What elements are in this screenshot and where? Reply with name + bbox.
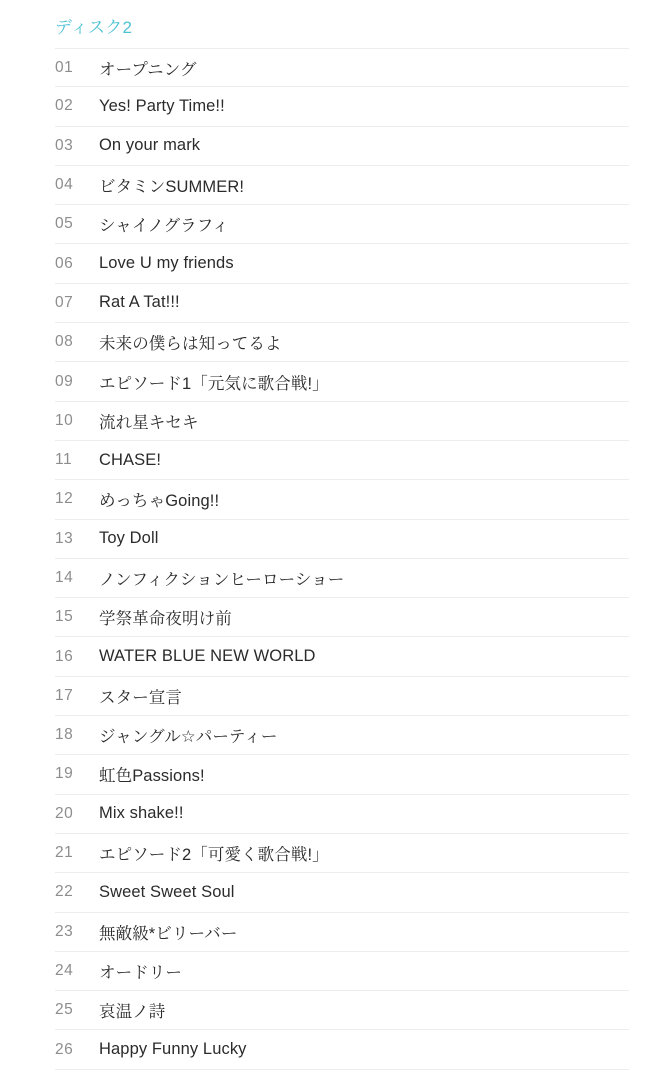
track-title: シャイノグラフィ — [99, 217, 229, 236]
track-title: 虹色Passions! — [99, 767, 205, 786]
track-number: 20 — [55, 804, 74, 822]
track-title: Mix shake!! — [99, 804, 184, 823]
track-title: Love U my friends — [99, 254, 234, 273]
track-number: 01 — [55, 58, 74, 76]
track-title: On your mark — [99, 136, 201, 155]
track-number: 16 — [55, 647, 74, 665]
track-title: CHASE! — [99, 450, 162, 469]
track-row[interactable] — [55, 598, 629, 637]
track-title: エピソード1「元気に歌合戦!」 — [99, 374, 329, 393]
track-number: 08 — [55, 333, 74, 351]
track-row[interactable] — [55, 323, 629, 362]
track-number: 07 — [55, 293, 74, 311]
track-number: 19 — [55, 765, 74, 783]
track-number: 03 — [55, 136, 74, 154]
track-number: 22 — [55, 883, 74, 901]
track-title: Sweet Sweet Soul — [99, 882, 235, 901]
track-number: 09 — [55, 372, 74, 390]
track-row[interactable] — [55, 48, 629, 87]
track-number: 24 — [55, 961, 74, 979]
track-number: 21 — [55, 844, 74, 862]
track-number: 15 — [55, 608, 74, 626]
track-title: ジャングル☆パーティー — [99, 728, 278, 747]
track-title: 流れ星キセキ — [99, 413, 199, 432]
track-number: 26 — [55, 1040, 74, 1058]
track-title: Toy Doll — [99, 529, 159, 548]
track-title: スター宣言 — [99, 688, 182, 707]
track-row[interactable] — [55, 755, 629, 794]
track-title: Yes! Party Time!! — [99, 96, 225, 115]
track-row[interactable] — [55, 87, 629, 126]
track-title: ノンフィクションヒーローショー — [99, 571, 345, 589]
track-number: 10 — [55, 411, 74, 429]
track-title: 学祭革命夜明け前 — [99, 610, 232, 629]
track-title: Happy Funny Lucky — [99, 1040, 247, 1059]
track-number: 25 — [55, 1001, 74, 1019]
track-number: 23 — [55, 922, 74, 940]
track-number: 05 — [55, 215, 74, 233]
track-number: 12 — [55, 490, 74, 508]
track-number: 11 — [55, 451, 73, 469]
track-row[interactable] — [55, 441, 629, 480]
track-row[interactable] — [55, 402, 629, 441]
track-row[interactable] — [55, 520, 629, 559]
track-title: めっちゃGoing!! — [99, 492, 220, 511]
track-number: 14 — [55, 569, 74, 586]
track-title: WATER BLUE NEW WORLD — [99, 647, 316, 666]
track-row[interactable] — [55, 991, 629, 1030]
track-row[interactable] — [55, 873, 629, 912]
track-title: オープニング — [99, 60, 197, 79]
track-row[interactable] — [55, 677, 629, 716]
track-title: Rat A Tat!!! — [99, 293, 180, 312]
track-row[interactable] — [55, 244, 629, 283]
track-number: 06 — [55, 254, 74, 272]
track-list — [0, 48, 659, 1070]
track-row[interactable] — [55, 362, 629, 401]
track-title: エピソード2「可愛く歌合戦!」 — [99, 846, 329, 865]
disc-title: ディスク2 — [55, 18, 133, 37]
track-row[interactable] — [55, 1030, 629, 1069]
track-row[interactable] — [55, 166, 629, 205]
track-title: ビタミンSUMMER! — [99, 178, 245, 197]
track-title: 未来の僕らは知ってるよ — [99, 335, 282, 354]
track-row[interactable] — [55, 637, 629, 676]
track-row[interactable] — [55, 716, 629, 755]
track-row[interactable] — [55, 913, 629, 952]
track-row[interactable] — [55, 795, 629, 834]
track-number: 17 — [55, 686, 74, 704]
track-row[interactable] — [55, 205, 629, 244]
track-title: オードリー — [99, 963, 182, 982]
track-number: 02 — [55, 97, 74, 115]
track-title: 哀温ノ詩 — [99, 1003, 166, 1022]
track-row[interactable] — [55, 559, 629, 598]
track-row[interactable] — [55, 952, 629, 991]
track-number: 04 — [55, 176, 74, 194]
track-row[interactable] — [55, 480, 629, 519]
track-row[interactable] — [55, 834, 629, 873]
track-row[interactable] — [55, 284, 629, 323]
track-title: 無敵級*ビリーバー — [99, 924, 238, 943]
track-row[interactable] — [55, 127, 629, 166]
track-number: 18 — [55, 726, 74, 744]
track-number: 13 — [55, 529, 74, 547]
